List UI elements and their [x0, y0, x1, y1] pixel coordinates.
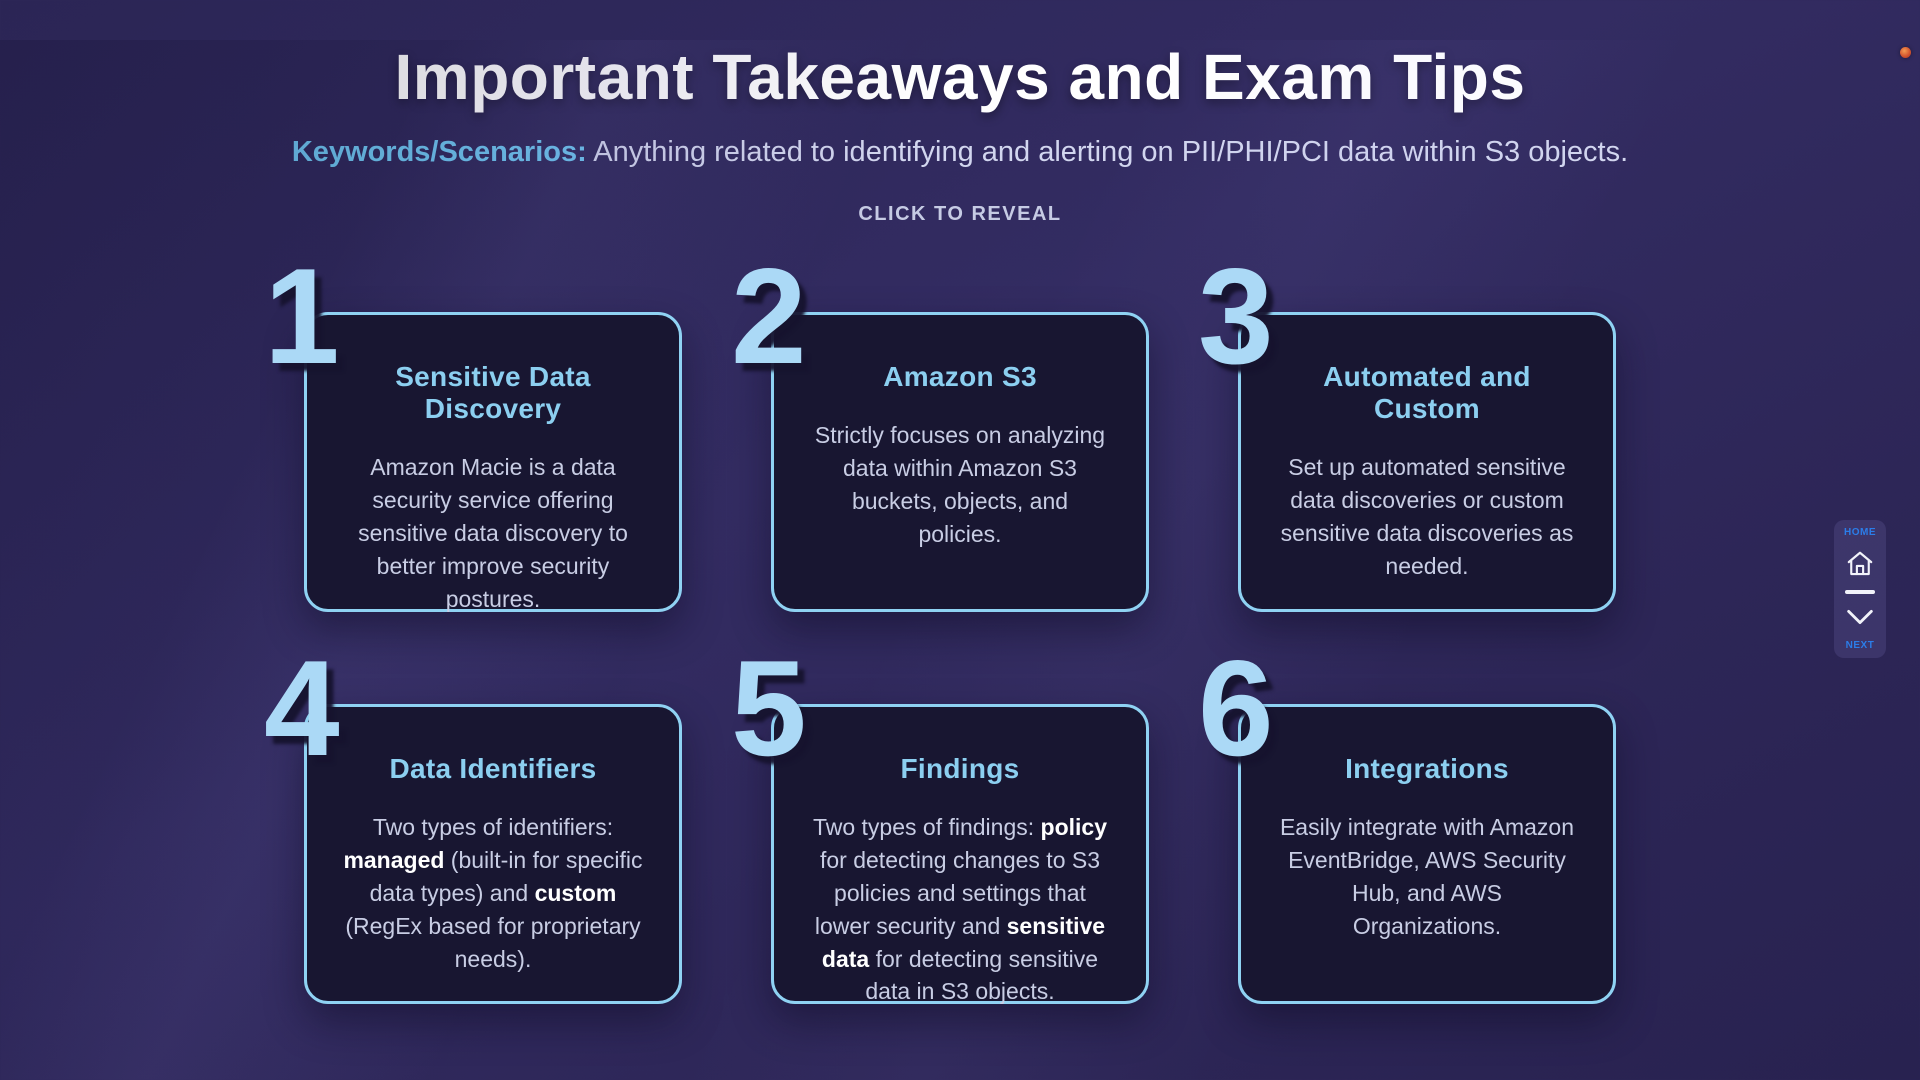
keywords-text: Anything related to identifying and alerting on PII/PHI/PCI data within S3 objects. — [593, 136, 1629, 168]
home-button[interactable] — [1845, 549, 1875, 579]
takeaway-card-sensitive-data-discovery[interactable] — [304, 312, 682, 612]
card-wrap-2 — [731, 240, 1149, 612]
click-to-reveal-hint: CLICK TO REVEAL — [858, 203, 1062, 225]
slide-nav-widget — [1834, 520, 1886, 658]
card-wrap-4 — [264, 632, 682, 1004]
card-wrap-3 — [1198, 240, 1616, 612]
card-number-6: 6 — [1198, 632, 1274, 784]
card-wrap-1 — [264, 240, 682, 612]
card-title: Sensitive Data Discovery — [395, 361, 591, 424]
card-number-5: 5 — [731, 632, 807, 784]
card-number-3: 3 — [1198, 240, 1274, 392]
next-button[interactable] — [1843, 605, 1877, 629]
takeaway-card-amazon-s3[interactable] — [771, 312, 1149, 612]
takeaway-card-findings[interactable] — [771, 704, 1149, 1004]
card-body: Amazon Macie is a data security service offering sensitive data discovery to better improve security postures. — [358, 454, 628, 612]
nav-divider — [1845, 590, 1875, 594]
home-label: HOME — [1844, 527, 1876, 538]
card-body: Strictly focuses on analyzing data within Amazon S3 buckets, objects, and policies. — [814, 422, 1106, 547]
home-icon — [1845, 567, 1875, 582]
card-wrap-5 — [731, 632, 1149, 1005]
card-title: Integrations — [1345, 753, 1509, 784]
page-title: Important Takeaways and Exam Tips — [394, 41, 1526, 113]
chevron-down-icon — [1843, 617, 1877, 632]
next-label: NEXT — [1845, 640, 1875, 651]
card-body: Two types of findings: policy for detecting changes to S3 policies and settings that lower security and sensitive data for detecting sensitive data in S3 objects. — [812, 814, 1108, 1005]
card-body: Two types of identifiers: managed (built-in for specific data types) and custom (RegEx based for proprietary needs). — [343, 814, 643, 972]
card-wrap-6 — [1198, 632, 1616, 1004]
takeaway-card-integrations[interactable] — [1238, 704, 1616, 1004]
card-title: Amazon S3 — [883, 361, 1037, 392]
card-body: Easily integrate with Amazon EventBridge, AWS Security Hub, and AWS Organizations. — [1279, 814, 1575, 939]
keywords-subtitle — [0, 136, 1920, 169]
takeaway-card-data-identifiers[interactable] — [304, 704, 682, 1004]
takeaway-card-grid — [264, 240, 1616, 1005]
recording-indicator-dot — [1900, 47, 1911, 58]
card-title: Findings — [900, 753, 1020, 784]
card-title: Data Identifiers — [389, 753, 597, 784]
card-number-2: 2 — [731, 240, 807, 392]
card-number-1: 1 — [264, 240, 340, 392]
card-body: Set up automated sensitive data discoveries or custom sensitive data discoveries as needed. — [1280, 454, 1574, 579]
card-number-4: 4 — [264, 632, 340, 784]
card-title: Automated and Custom — [1323, 361, 1531, 424]
takeaway-card-automated-and-custom[interactable] — [1238, 312, 1616, 612]
keywords-label: Keywords/Scenarios: — [291, 136, 587, 168]
